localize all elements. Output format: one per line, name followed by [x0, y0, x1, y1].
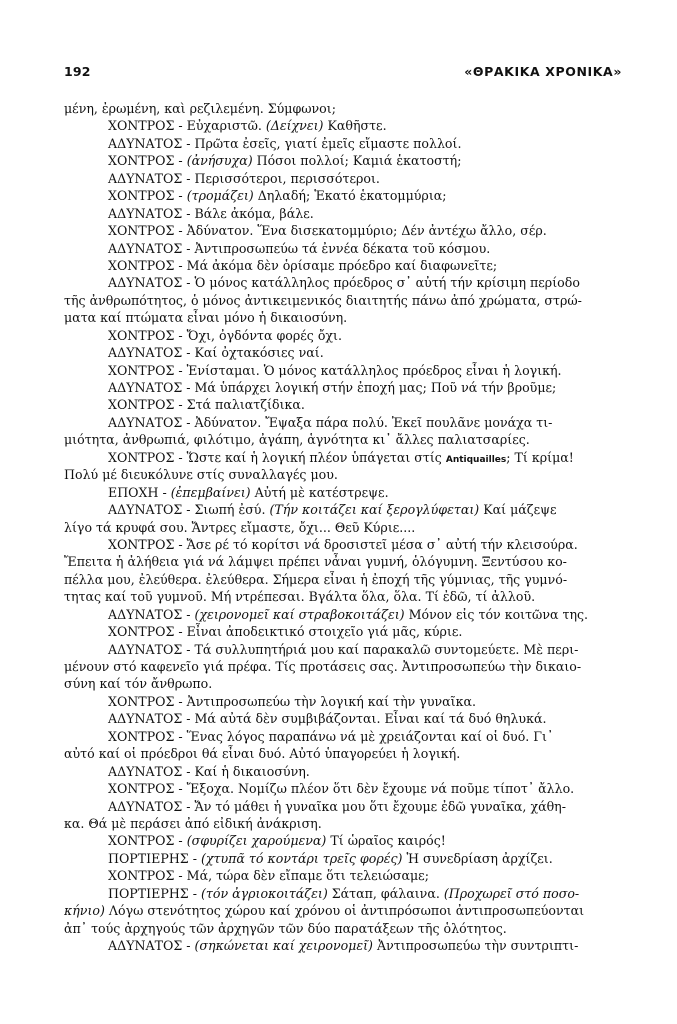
stage-direction: (χειρονομεῖ καί στραβοκοιτάζει) [194, 606, 405, 622]
text-line [64, 257, 621, 274]
dialogue-segment: μένη, ἐρωμένη, καὶ ρεζιλεμένη. Σύμφωνοι; [64, 101, 336, 116]
text-line [64, 205, 621, 222]
text-line [64, 641, 621, 658]
dialogue-segment: ΧΟΝΤΡΟΣ - [108, 153, 187, 169]
text-line [64, 606, 621, 623]
dialogue-segment: Καί μάζεψε [479, 502, 557, 518]
dialogue-segment: ΧΟΝΤΡΟΣ - Ἄσε ρέ τό κορίτσι νά δροσιστεῖ μέσα σ᾽ αὐτή τήν κλεισούρα. [108, 536, 578, 552]
dialogue-segment: ΑΔΥΝΑΤΟΣ - Ἀδύνατον. Ἔψαξα πάρα πολύ. Ἐκεῖ πουλᾶνε μονάχα τι- [108, 414, 553, 430]
dialogue-segment: ΑΔΥΝΑΤΟΣ - Σιωπή ἐσύ. [108, 502, 270, 518]
text-line [64, 658, 621, 675]
dialogue-segment: ΑΔΥΝΑΤΟΣ - Μά αὐτά δὲν συμβιβάζονται. Εἶναι καί τά δυό θηλυκά. [108, 711, 547, 727]
dialogue-segment: ΧΟΝΤΡΟΣ - Στά παλιατζίδικα. [108, 397, 305, 413]
text-line [64, 920, 621, 937]
text-line [64, 867, 621, 884]
text-line [64, 379, 621, 396]
dialogue-segment: ΑΔΥΝΑΤΟΣ - Ὁ μόνος κατάλληλος πρόεδρος σ᾽ αὐτή τήν κρίσιμη περίοδο [108, 275, 580, 291]
dialogue-segment: ἀπ᾽ τούς ἀρχηγούς τῶν ἀρχηγῶν τῶν δύο παρατάξεων τῆς ὁλότητος. [64, 920, 507, 936]
text-line [64, 344, 621, 361]
foreign-word: Antiquailles [445, 454, 507, 465]
dialogue-segment: ΑΔΥΝΑΤΟΣ - Τά συλλυπητήριά μου καί παρακαλῶ συντομεύετε. Μὲ περι- [108, 641, 579, 657]
stage-direction: κήνιο) [64, 903, 105, 919]
dialogue-segment: ΠΟΡΤΙΕΡΗΣ - [108, 885, 201, 901]
dialogue-segment: Ἔπειτα ἡ ἀλήθεια γιά νά λάμψει πρέπει νἆναι γυμνή, ὁλόγυμνη. Ξεντύσου κο- [64, 554, 567, 570]
text-line [64, 832, 621, 849]
text-line [64, 815, 621, 832]
text-line [64, 553, 621, 570]
text-line [64, 571, 621, 588]
dialogue-segment: ΧΟΝΤΡΟΣ - [108, 833, 187, 849]
text-line [64, 675, 621, 692]
text-line [64, 728, 621, 745]
text-line [64, 693, 621, 710]
dialogue-segment: ΧΟΝΤΡΟΣ - Ἕνας λόγος παραπάνω νά μὲ χρειάζονται καί οἱ δυό. Γι᾽ [108, 728, 554, 744]
text-line [64, 396, 621, 413]
text-line [64, 798, 621, 815]
dialogue-segment: ΑΔΥΝΑΤΟΣ - Καί ἡ δικαιοσύνη. [108, 763, 310, 779]
text-line [64, 902, 621, 919]
stage-direction: (Δείχνει) [265, 118, 324, 134]
dialogue-segment: Ἡ συνεδρίαση ἀρχίζει. [402, 850, 553, 866]
dialogue-segment: ματα καί πτώματα εἶναι μόνο ἡ δικαιοσύνη. [64, 310, 348, 326]
stage-direction: (χτυπᾶ τό κοντάρι τρεῖς φορές) [200, 850, 403, 866]
text-line [64, 466, 621, 483]
dialogue-segment: ΧΟΝΤΡΟΣ - Μά, τώρα δὲν εἴπαμε ὅτι τελειώσαμε; [108, 868, 429, 884]
dialogue-segment: ΕΠΟΧΗ - [108, 484, 171, 500]
text-line [64, 274, 621, 291]
dialogue-segment: σύνη καί τόν ἄνθρωπο. [64, 676, 213, 692]
dialogue-segment: Δηλαδή; Ἑκατό ἑκατομμύρια; [253, 188, 447, 204]
dialogue-segment: ΑΔΥΝΑΤΟΣ - Πρῶτα ἐσεῖς, γιατί ἐμεῖς εἴμαστε πολλοί. [108, 135, 462, 151]
dialogue-segment: Πολύ μέ διευκόλυνε στίς συναλλαγές μου. [64, 467, 338, 483]
text-line [64, 780, 621, 797]
text-line [64, 484, 621, 501]
text-line [64, 885, 621, 902]
text-line [64, 414, 621, 431]
stage-direction: (Προχωρεῖ στό ποσο- [443, 885, 580, 901]
dialogue-segment: ΧΟΝΤΡΟΣ - Εὐχαριστῶ. [108, 118, 266, 134]
stage-direction: (Τήν κοιτάζει καί ξερογλύφεται) [269, 502, 480, 518]
text-line [64, 240, 621, 257]
text-line [64, 850, 621, 867]
dialogue-segment: τητας καί τοῦ γυμνοῦ. Μή ντρέπεσαι. Βγάλτα ὅλα, ὅλα. Τί ἐδῶ, τί ἀλλοῦ. [64, 589, 536, 605]
dialogue-segment: ΧΟΝΤΡΟΣ - Ἀντιπροσωπεύω τὴν λογική καί τὴν γυναῖκα. [108, 693, 476, 709]
dialogue-segment: ΑΔΥΝΑΤΟΣ - Περισσότεροι, περισσότεροι. [108, 170, 380, 186]
text-line [64, 501, 621, 518]
dialogue-segment: ΑΔΥΝΑΤΟΣ - Βάλε ἀκόμα, βάλε. [108, 205, 314, 221]
dialogue-segment: ΑΔΥΝΑΤΟΣ - Καί ὀχτακόσιες ναί. [108, 345, 324, 361]
dialogue-segment: Μόνον εἰς τόν κοιτῶνα της. [404, 606, 589, 622]
text-line [64, 327, 621, 344]
dialogue-segment: Ἀντιπροσωπεύω τὴν συντριπτι- [372, 938, 579, 953]
dialogue-segment: ΧΟΝΤΡΟΣ - Ὄχι, ὀγδόντα φορές ὄχι. [108, 327, 342, 343]
text-line [64, 292, 621, 309]
text-line [64, 588, 621, 605]
dialogue-segment: Σάταπ, φάλαινα. [327, 885, 444, 901]
dialogue-segment: Καθῆστε. [323, 118, 387, 134]
dialogue-segment: τῆς ἀνθρωπότητος, ὁ μόνος ἀντικειμενικός διαιτητής πάνω ἀπό χρώματα, στρώ- [64, 292, 582, 308]
dialogue-segment: ΧΟΝΤΡΟΣ - Μά ἀκόμα δὲν ὁρίσαμε πρόεδρο καί διαφωνεῖτε; [108, 257, 498, 273]
text-line [64, 623, 621, 640]
stage-direction: (σφυρίζει χαρούμενα) [186, 833, 327, 849]
dialogue-segment: λίγο τά κρυφά σου. Ἄντρες εἴμαστε, ὄχι... Θεῦ Κύριε.... [64, 519, 416, 535]
text-line [64, 449, 621, 466]
dialogue-segment: ΑΔΥΝΑΤΟΣ - [108, 938, 195, 953]
dialogue-segment: ΑΔΥΝΑΤΟΣ - [108, 606, 195, 622]
dialogue-text [64, 100, 621, 954]
stage-direction: (τόν ἀγριοκοιτάζει) [200, 885, 328, 901]
running-head: «ΘΡΑΚΙΚΑ ΧΡΟΝΙΚΑ» [464, 64, 622, 79]
dialogue-segment: μιότητα, ἀνθρωπιά, φιλότιμο, ἀγάπη, ἁγνότητα κι᾽ ἄλλες παλιατσαρίες. [64, 432, 530, 448]
dialogue-segment: κα. Θά μὲ περάσει ἀπό εἰδική ἀνάκριση. [64, 815, 322, 831]
dialogue-segment: ΑΔΥΝΑΤΟΣ - Ἄν τό μάθει ἡ γυναῖκα μου ὅτι ἔχουμε ἐδῶ γυναῖκα, χάθη- [108, 798, 566, 814]
dialogue-segment: αὐτό καί οἱ πρόεδροι θά εἶναι δυό. Αὐτό ὑπαγορεύει ἡ λογική. [64, 746, 461, 762]
text-line [64, 710, 621, 727]
stage-direction: (τρομάζει) [186, 188, 254, 204]
dialogue-segment: ΑΔΥΝΑΤΟΣ - Μά ὑπάρχει λογική στήν ἐποχή μας; Ποῦ νά τήν βροῦμε; [108, 380, 557, 395]
dialogue-segment: ΧΟΝΤΡΟΣ - Εἶναι ἀποδεικτικό στοιχεῖο γιά μᾶς, κύριε. [108, 624, 463, 640]
text-line [64, 937, 621, 954]
text-line [64, 152, 621, 169]
dialogue-segment: μένουν στό καφενεῖο γιά πρέφα. Τίς προτάσεις σας. Ἀντιπροσωπεύω τὴν δικαιο- [64, 659, 582, 674]
text-line [64, 309, 621, 326]
dialogue-segment: ΧΟΝΤΡΟΣ - Ὥστε καί ἡ λογική πλέον ὑπάγεται στίς [108, 449, 446, 465]
dialogue-segment: ΧΟΝΤΡΟΣ - Ἐνίσταμαι. Ὁ μόνος κατάλληλος πρόεδρος εἶναι ἡ λογική. [108, 362, 562, 378]
text-line [64, 362, 621, 379]
text-line [64, 187, 621, 204]
text-line [64, 745, 621, 762]
text-line [64, 431, 621, 448]
dialogue-segment: ΧΟΝΤΡΟΣ - Ἀδύνατον. Ἕνα δισεκατομμύριο; Δέν ἀντέχω ἄλλο, σέρ. [108, 223, 547, 239]
dialogue-segment: πέλλα μου, ἐλεύθερα. ἐλεύθερα. Σήμερα εἶναι ἡ ἐποχή τῆς γύμνιας, τῆς γυμνό- [64, 571, 568, 587]
dialogue-segment: Λόγω στενότητος χώρου καί χρόνου οἱ ἀντιπρόσωποι ἀντιπροσωπεύονται [104, 903, 585, 919]
page-header [64, 64, 622, 82]
page-number: 192 [64, 64, 91, 79]
dialogue-segment: ΑΔΥΝΑΤΟΣ - Ἀντιπροσωπεύω τά ἐννέα δέκατα τοῦ κόσμου. [108, 240, 491, 256]
stage-direction: (ἐπεμβαίνει) [170, 484, 251, 500]
dialogue-segment: ΧΟΝΤΡΟΣ - Ἔξοχα. Νομίζω πλέον ὅτι δὲν ἔχουμε νά ποῦμε τίποτ᾽ ἄλλο. [108, 781, 575, 797]
stage-direction: (ἀνήσυχα) [186, 153, 253, 169]
text-line [64, 135, 621, 152]
text-line [64, 536, 621, 553]
dialogue-segment: Πόσοι πολλοί; Καμιά ἑκατοστή; [252, 153, 462, 169]
text-line [64, 222, 621, 239]
text-line [64, 519, 621, 536]
dialogue-segment: Αὐτή μὲ κατέστρεψε. [250, 484, 389, 500]
text-line [64, 763, 621, 780]
dialogue-segment: ΠΟΡΤΙΕΡΗΣ - [108, 850, 201, 866]
text-line [64, 170, 621, 187]
stage-direction: (σηκώνεται καί χειρονομεῖ) [194, 938, 373, 953]
dialogue-segment: Τί ὡραῖος καιρός! [326, 833, 446, 849]
dialogue-segment: ; Τί κρίμα! [506, 449, 574, 465]
dialogue-segment: ΧΟΝΤΡΟΣ - [108, 188, 187, 204]
text-line [64, 100, 621, 117]
text-line [64, 117, 621, 134]
